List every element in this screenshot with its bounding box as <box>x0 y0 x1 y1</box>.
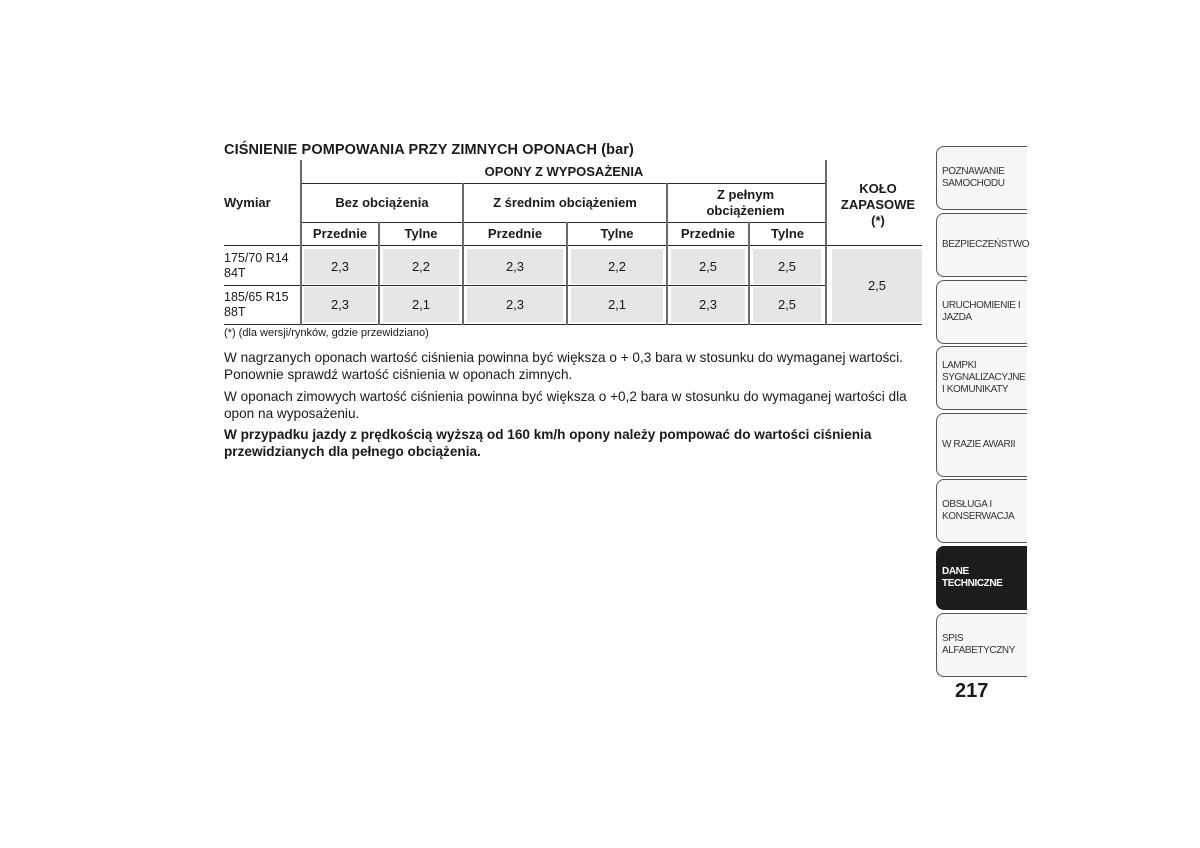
table-cell: 2,3 <box>698 297 718 312</box>
table-cell: 2,5 <box>698 259 718 274</box>
dimension-header: Wymiar <box>224 195 271 210</box>
tab-label: DANE TECHNICZNE <box>942 566 1003 589</box>
spare-value-cell: 2,5 <box>867 278 887 293</box>
table-cell: 2,2 <box>411 259 431 274</box>
divider <box>224 324 922 325</box>
tire-pressure-table <box>224 160 922 325</box>
load-header-none: Bez obciążenia <box>335 195 429 210</box>
page-title: CIŚNIENIE POMPOWANIA PRZY ZIMNYCH OPONACH (bar) <box>224 142 634 158</box>
axle-header: Przednie <box>312 226 368 241</box>
axle-header: Tylne <box>404 226 438 241</box>
tab-label: W RAZIE AWARII <box>942 439 1016 450</box>
tab-label: BEZPIECZEŃSTWO <box>942 239 1030 250</box>
table-cell: 2,1 <box>607 297 627 312</box>
spare-header: KOŁO ZAPASOWE (*) <box>840 181 916 228</box>
table-cell: 2,3 <box>330 259 350 274</box>
tab-label: SPIS ALFABETYCZNY <box>942 633 1015 656</box>
tab-uruchomienie-i-jazda[interactable] <box>936 280 1027 344</box>
load-header-medium: Z średnim obciążeniem <box>493 195 637 210</box>
tab-poznawanie-samochodu[interactable] <box>936 146 1027 210</box>
divider <box>224 285 826 286</box>
paragraph: W oponach zimowych wartość ciśnienia powinna być większa o +0,2 bara w stosunku do wymaganej wartości dla opon na wyposażeniu. <box>224 389 907 421</box>
table-cell: 2,2 <box>607 259 627 274</box>
tab-label: LAMPKI SYGNALIZACYJNE I KOMUNIKATY <box>942 360 1026 395</box>
table-cell: 2,3 <box>505 297 525 312</box>
table-cell: 2,5 <box>777 297 797 312</box>
tire-size-label: 175/70 R14 84T <box>224 251 289 280</box>
tire-size-label: 185/65 R15 88T <box>224 290 289 319</box>
table-cell: 2,1 <box>411 297 431 312</box>
table-cell: 2,3 <box>505 259 525 274</box>
group-header: OPONY Z WYPOSAŻENIA <box>484 164 644 179</box>
tab-lampki-sygnalizacyjne[interactable] <box>936 346 1027 410</box>
footnote: (*) (dla wersji/rynków, gdzie przewidziano) <box>224 327 429 339</box>
warning-paragraph: W przypadku jazdy z prędkością wyższą od 160 km/h opony należy pompować do wartości ciśnienia przewidzianych dla pełnego obciążenia. <box>224 427 872 459</box>
tab-label: URUCHOMIENIE I JAZDA <box>942 300 1021 323</box>
tab-dane-techniczne[interactable] <box>936 546 1027 610</box>
page-number: 217 <box>955 680 989 702</box>
tab-label: POZNAWANIE SAMOCHODU <box>942 166 1005 189</box>
table-cell: 2,3 <box>330 297 350 312</box>
axle-header: Przednie <box>487 226 543 241</box>
divider <box>224 245 922 246</box>
axle-header: Przednie <box>680 226 736 241</box>
tab-label: OBSŁUGA I KONSERWACJA <box>942 499 1015 522</box>
axle-header: Tylne <box>771 226 804 241</box>
tab-spis-alfabetyczny[interactable] <box>936 613 1027 677</box>
table-cell: 2,5 <box>777 259 797 274</box>
divider <box>666 183 668 325</box>
paragraph: W nagrzanych oponach wartość ciśnienia powinna być większa o + 0,3 bara w stosunku do wymaganej wartości. Ponownie sprawdź wartość ciśnienia w oponach zimnych. <box>224 350 903 382</box>
axle-header: Tylne <box>600 226 634 241</box>
tab-w-razie-awarii[interactable] <box>936 413 1027 477</box>
load-header-full: Z pełnym obciążeniem <box>706 186 785 218</box>
tab-bezpieczenstwo[interactable] <box>936 213 1030 277</box>
tab-obsluga-i-konserwacja[interactable] <box>936 479 1027 543</box>
divider <box>825 160 827 325</box>
